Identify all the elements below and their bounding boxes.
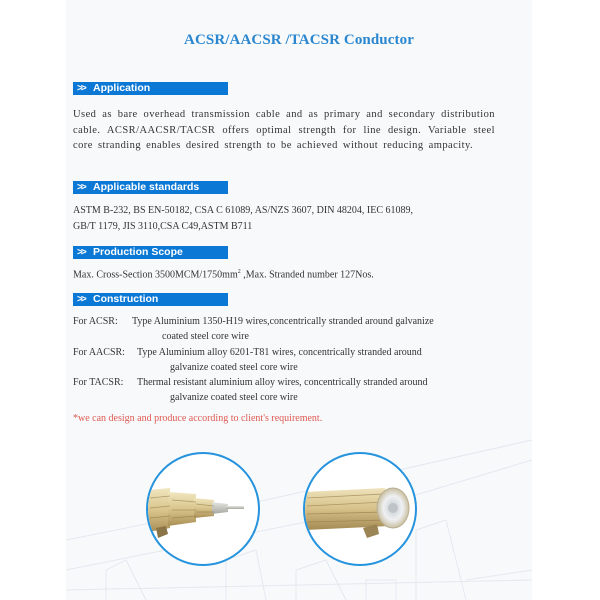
scope-text-before: Max. Cross-Section 3500MCM/1750mm <box>73 269 238 281</box>
double-chevron-right-icon: >> <box>77 247 85 258</box>
double-chevron-right-icon: >> <box>77 83 85 94</box>
construction-line-2: coated steel core wire <box>162 331 249 342</box>
section-heading-label: Applicable standards <box>93 181 200 193</box>
construction-line-1: Type Aluminium alloy 6201-T81 wires, concentrically stranded around <box>137 347 422 358</box>
scope-text-after: ,Max. Stranded number 127Nos. <box>240 269 374 281</box>
conductor-cross-section-image <box>303 452 417 566</box>
standards-line-2: GB/T 1179, JIS 3110,CSA C49,ASTM B711 <box>73 221 253 232</box>
double-chevron-right-icon: >> <box>77 182 85 193</box>
page-title: ACSR/AACSR /TACSR Conductor <box>184 32 414 48</box>
production-scope-text <box>73 269 374 280</box>
background-tower-lines <box>66 420 532 600</box>
construction-label: For TACSR: <box>73 377 124 388</box>
conductor-cross-section-illustration <box>305 454 417 566</box>
construction-line-2: galvanize coated steel core wire <box>170 392 298 403</box>
section-heading-production-scope <box>73 246 228 259</box>
construction-label: For AACSR: <box>73 347 125 358</box>
section-heading-construction <box>73 293 228 306</box>
construction-line-1: Type Aluminium 1350-H19 wires,concentrically stranded around galvanize <box>132 316 434 327</box>
scope-superscript: 2 <box>237 269 241 275</box>
section-heading-standards <box>73 181 228 194</box>
stripped-conductor-image <box>146 452 260 566</box>
section-heading-label: Production Scope <box>93 246 183 258</box>
section-heading-application <box>73 82 228 95</box>
stripped-conductor-illustration <box>148 454 260 566</box>
application-text: Used as bare overhead transmission cable and as primary and secondary distribution cable. ACSR/AACSR/TACSR offers optimal strength for line design. Variable steel core stranding enables desired strength to be achieved without reducing ampacity. <box>73 109 495 152</box>
construction-line-1: Thermal resistant aluminium alloy wires, concentrically stranded around <box>137 377 428 388</box>
standards-line-1: ASTM B-232, BS EN-50182, CSA C 61089, AS/NZS 3607, DIN 48204, IEC 61089, <box>73 205 414 216</box>
construction-line-2: galvanize coated steel core wire <box>170 362 298 373</box>
product-sheet-panel <box>66 0 532 600</box>
section-heading-label: Construction <box>93 293 159 305</box>
custom-design-note: *we can design and produce according to client's requirement. <box>73 413 323 424</box>
double-chevron-right-icon: >> <box>77 294 85 305</box>
construction-label: For ACSR: <box>73 316 118 327</box>
section-heading-label: Application <box>93 82 151 94</box>
